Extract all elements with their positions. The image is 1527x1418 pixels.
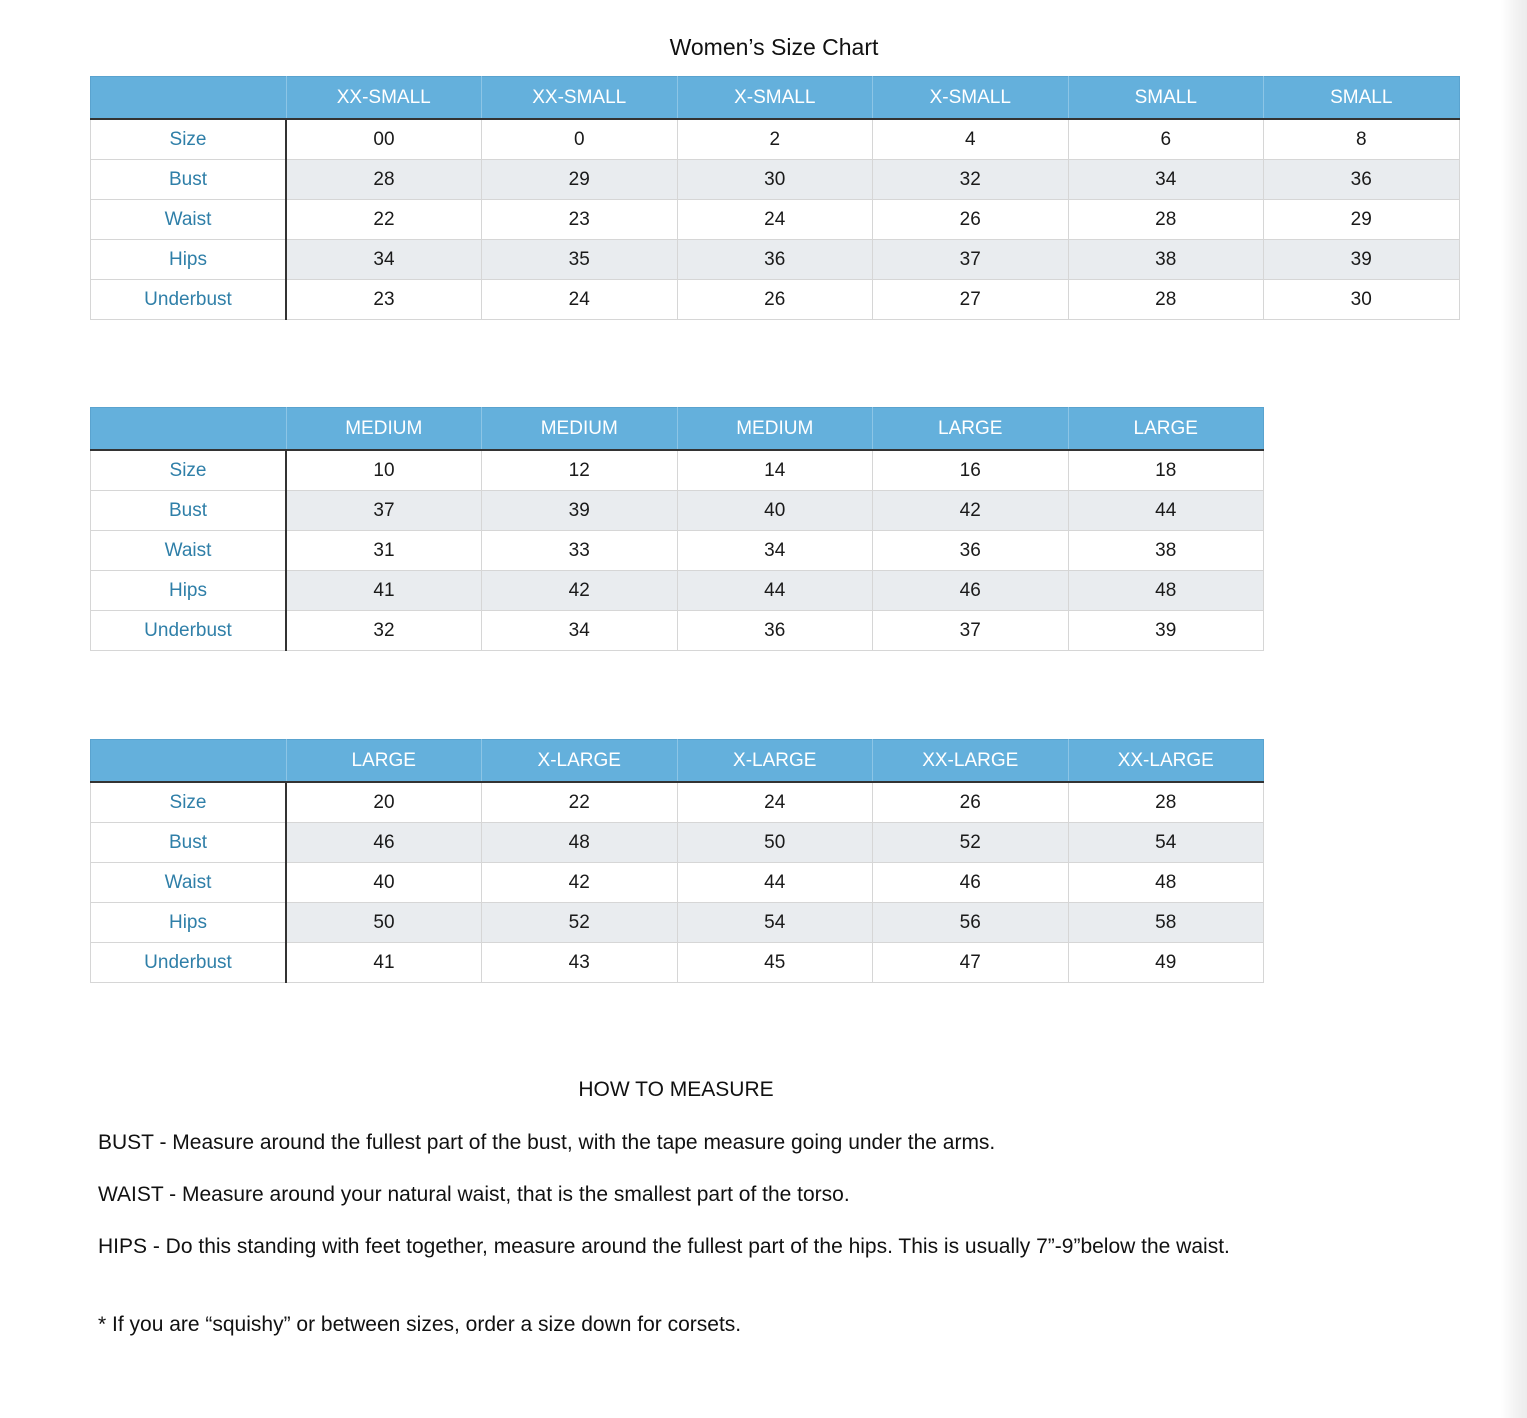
measurement-cell: 8 — [1264, 119, 1460, 160]
size-column-header: MEDIUM — [677, 408, 873, 451]
measurement-cell: 44 — [1068, 491, 1264, 531]
measurement-cell: 27 — [873, 280, 1069, 320]
measurement-cell: 37 — [286, 491, 482, 531]
row-label: Size — [91, 119, 287, 160]
table-row — [91, 280, 1460, 320]
measurement-cell: 26 — [873, 782, 1069, 823]
measurement-cell: 32 — [286, 611, 482, 651]
measurement-cell: 4 — [873, 119, 1069, 160]
measurement-cell: 46 — [873, 571, 1069, 611]
measurement-cell: 6 — [1068, 119, 1264, 160]
waist-instructions: WAIST - Measure around your natural waist, that is the smallest part of the torso. — [98, 1183, 850, 1206]
measurement-cell: 48 — [1068, 863, 1264, 903]
size-column-header: X-SMALL — [677, 77, 873, 120]
row-label: Hips — [91, 571, 287, 611]
measurement-cell: 52 — [482, 903, 678, 943]
measurement-cell: 36 — [873, 531, 1069, 571]
measurement-cell: 58 — [1068, 903, 1264, 943]
measurement-cell: 20 — [286, 782, 482, 823]
measurement-cell: 42 — [482, 571, 678, 611]
measurement-cell: 49 — [1068, 943, 1264, 983]
measurement-cell: 39 — [1264, 240, 1460, 280]
size-column-header: XX-LARGE — [873, 740, 1069, 783]
measurement-cell: 28 — [1068, 200, 1264, 240]
measurement-cell: 22 — [286, 200, 482, 240]
table-row — [91, 863, 1264, 903]
row-label: Underbust — [91, 280, 287, 320]
measurement-cell: 43 — [482, 943, 678, 983]
measurement-cell: 00 — [286, 119, 482, 160]
header-row — [91, 77, 1460, 120]
measurement-cell: 16 — [873, 450, 1069, 491]
measurement-cell: 50 — [677, 823, 873, 863]
measurement-cell: 24 — [677, 782, 873, 823]
measurement-cell: 14 — [677, 450, 873, 491]
row-label: Size — [91, 450, 287, 491]
measurement-cell: 0 — [482, 119, 678, 160]
row-label: Underbust — [91, 943, 287, 983]
table-row — [91, 903, 1264, 943]
size-column-header: LARGE — [873, 408, 1069, 451]
measurement-cell: 29 — [482, 160, 678, 200]
measurement-cell: 42 — [482, 863, 678, 903]
measurement-cell: 34 — [1068, 160, 1264, 200]
measurement-cell: 39 — [482, 491, 678, 531]
table-row — [91, 119, 1460, 160]
measurement-cell: 48 — [482, 823, 678, 863]
measurement-cell: 24 — [677, 200, 873, 240]
measurement-cell: 41 — [286, 571, 482, 611]
measurement-cell: 31 — [286, 531, 482, 571]
sizing-note: * If you are “squishy” or between sizes, order a size down for corsets. — [98, 1313, 742, 1336]
measurement-cell: 34 — [482, 611, 678, 651]
size-column-header: MEDIUM — [286, 408, 482, 451]
row-label: Bust — [91, 491, 287, 531]
measurement-cell: 26 — [677, 280, 873, 320]
page-title: Women’s Size Chart — [669, 34, 879, 60]
measurement-cell: 46 — [873, 863, 1069, 903]
size-table-small — [90, 76, 1460, 320]
size-column-header: X-LARGE — [677, 740, 873, 783]
page-edge-shadow — [1501, 0, 1527, 1418]
size-column-header: SMALL — [1264, 77, 1460, 120]
measurement-cell: 42 — [873, 491, 1069, 531]
measurement-cell: 54 — [677, 903, 873, 943]
row-label: Bust — [91, 823, 287, 863]
header-corner-cell — [91, 408, 287, 451]
table-row — [91, 943, 1264, 983]
measurement-cell: 48 — [1068, 571, 1264, 611]
row-label: Waist — [91, 863, 287, 903]
table-row — [91, 240, 1460, 280]
table-row — [91, 531, 1264, 571]
measurement-cell: 23 — [286, 280, 482, 320]
measurement-cell: 2 — [677, 119, 873, 160]
measurement-cell: 40 — [677, 491, 873, 531]
measurement-cell: 45 — [677, 943, 873, 983]
table-row — [91, 200, 1460, 240]
measurement-cell: 26 — [873, 200, 1069, 240]
table-row — [91, 491, 1264, 531]
table-row — [91, 450, 1264, 491]
measurement-cell: 35 — [482, 240, 678, 280]
row-label: Waist — [91, 200, 287, 240]
measurement-cell: 36 — [677, 611, 873, 651]
table-row — [91, 571, 1264, 611]
header-row — [91, 740, 1264, 783]
size-column-header: XX-SMALL — [286, 77, 482, 120]
measurement-cell: 56 — [873, 903, 1069, 943]
table-row — [91, 782, 1264, 823]
table-row — [91, 823, 1264, 863]
measurement-cell: 36 — [677, 240, 873, 280]
measurement-cell: 22 — [482, 782, 678, 823]
size-column-header: LARGE — [1068, 408, 1264, 451]
measurement-cell: 44 — [677, 863, 873, 903]
measurement-cell: 28 — [286, 160, 482, 200]
measurement-cell: 37 — [873, 611, 1069, 651]
header-row — [91, 408, 1264, 451]
size-column-header: X-SMALL — [873, 77, 1069, 120]
row-label: Size — [91, 782, 287, 823]
table-row — [91, 160, 1460, 200]
measurement-cell: 18 — [1068, 450, 1264, 491]
measurement-cell: 30 — [677, 160, 873, 200]
measurement-cell: 34 — [677, 531, 873, 571]
header-corner-cell — [91, 740, 287, 783]
size-column-header: SMALL — [1068, 77, 1264, 120]
row-label: Hips — [91, 903, 287, 943]
measurement-cell: 12 — [482, 450, 678, 491]
bust-instructions: BUST - Measure around the fullest part of the bust, with the tape measure going under the arms. — [98, 1131, 996, 1154]
table-row — [91, 611, 1264, 651]
row-label: Waist — [91, 531, 287, 571]
measurement-cell: 37 — [873, 240, 1069, 280]
measurement-cell: 28 — [1068, 280, 1264, 320]
row-label: Bust — [91, 160, 287, 200]
size-column-header: X-LARGE — [482, 740, 678, 783]
measurement-cell: 24 — [482, 280, 678, 320]
measurement-cell: 30 — [1264, 280, 1460, 320]
hips-instructions: HIPS - Do this standing with feet together, measure around the fullest part of the hips. This is usually 7”-9”below the waist. — [98, 1235, 1230, 1258]
row-label: Hips — [91, 240, 287, 280]
header-corner-cell — [91, 77, 287, 120]
measurement-cell: 23 — [482, 200, 678, 240]
measurement-cell: 38 — [1068, 531, 1264, 571]
measurement-cell: 52 — [873, 823, 1069, 863]
measurement-cell: 54 — [1068, 823, 1264, 863]
measurement-cell: 47 — [873, 943, 1069, 983]
measurement-cell: 34 — [286, 240, 482, 280]
measurement-cell: 10 — [286, 450, 482, 491]
size-column-header: XX-LARGE — [1068, 740, 1264, 783]
row-label: Underbust — [91, 611, 287, 651]
size-column-header: XX-SMALL — [482, 77, 678, 120]
how-to-measure-heading: HOW TO MEASURE — [578, 1078, 774, 1101]
measurement-cell: 28 — [1068, 782, 1264, 823]
measurement-cell: 44 — [677, 571, 873, 611]
measurement-cell: 40 — [286, 863, 482, 903]
size-column-header: MEDIUM — [482, 408, 678, 451]
measurement-cell: 36 — [1264, 160, 1460, 200]
measurement-cell: 38 — [1068, 240, 1264, 280]
measurement-cell: 39 — [1068, 611, 1264, 651]
measurement-cell: 32 — [873, 160, 1069, 200]
measurement-cell: 41 — [286, 943, 482, 983]
measurement-cell: 50 — [286, 903, 482, 943]
measurement-cell: 29 — [1264, 200, 1460, 240]
measurement-cell: 33 — [482, 531, 678, 571]
size-table-large-xxlarge — [90, 739, 1264, 983]
measurement-cell: 46 — [286, 823, 482, 863]
size-column-header: LARGE — [286, 740, 482, 783]
size-table-medium-large — [90, 407, 1264, 651]
